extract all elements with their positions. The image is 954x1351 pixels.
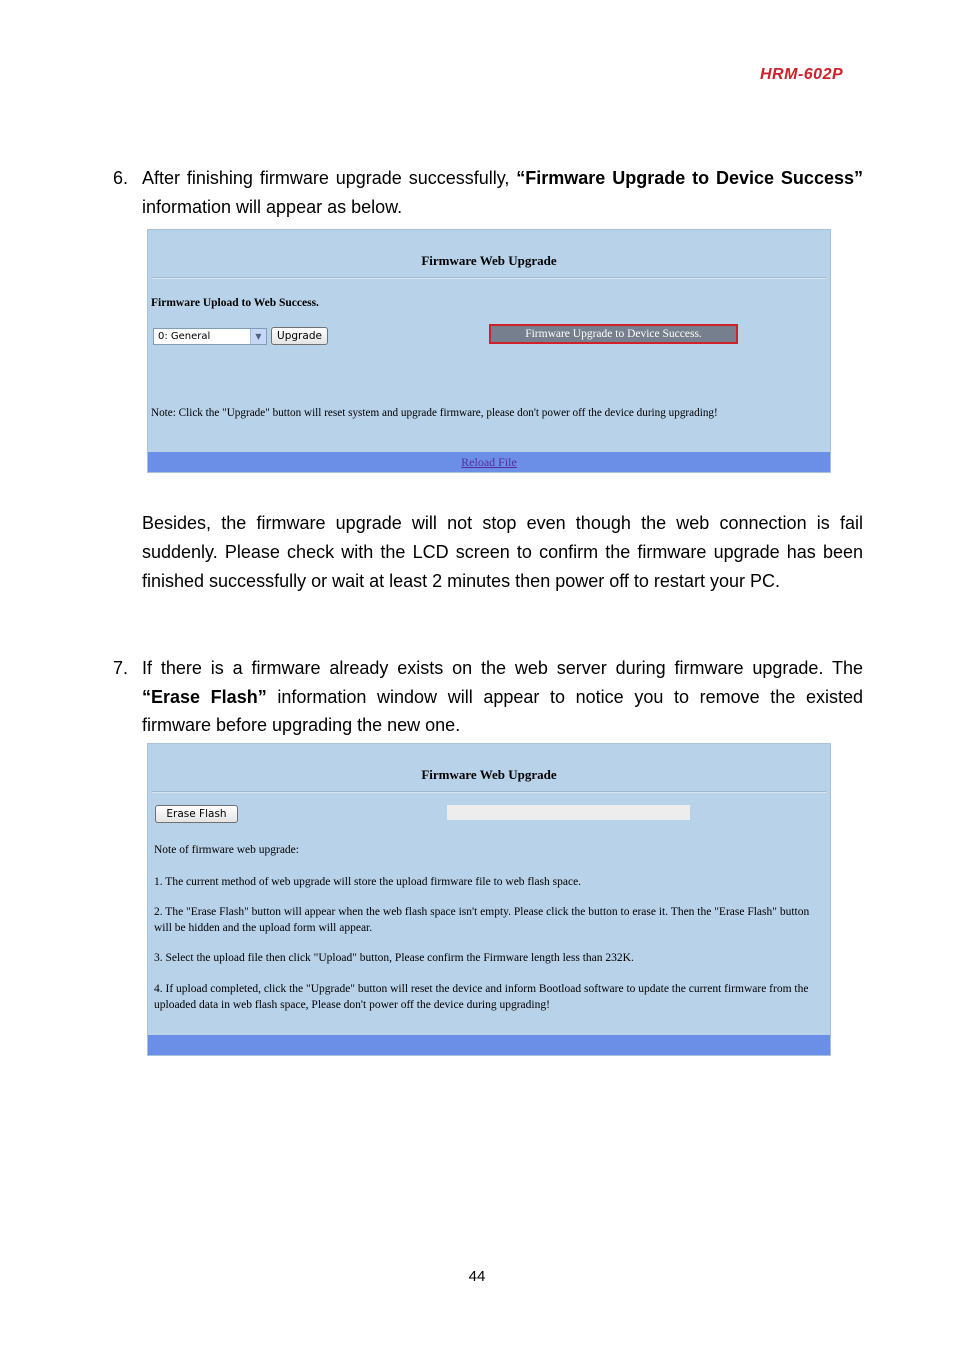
firmware-type-select[interactable] bbox=[153, 328, 267, 345]
besides-paragraph: Besides, the firmware upgrade will not stop even though the web connection is fail suddenly. Please check with the LCD screen to confirm the firmware upgrade has been finished successfully or wait at least 2 minutes then power off to restart your PC. bbox=[142, 513, 863, 591]
document-model-header: HRM-602P bbox=[760, 66, 844, 83]
reload-file-link[interactable]: Reload File bbox=[461, 455, 517, 469]
firmware-upgrade-success-screenshot bbox=[147, 229, 831, 473]
divider bbox=[152, 277, 826, 279]
bold-term: “Erase Flash” bbox=[142, 686, 267, 707]
step-6 bbox=[113, 164, 863, 221]
note-item: 1. The current method of web upgrade will store the upload firmware file to web flash space. bbox=[154, 876, 582, 888]
panel-footer bbox=[148, 452, 830, 472]
upgrade-success-status: Firmware Upgrade to Device Success. bbox=[489, 324, 738, 344]
panel-title: Firmware Web Upgrade bbox=[421, 253, 557, 268]
upload-status-text: Firmware Upload to Web Success. bbox=[151, 297, 319, 309]
note-heading: Note of firmware web upgrade: bbox=[154, 844, 299, 856]
step-7 bbox=[113, 654, 863, 740]
step-text: After finishing firmware upgrade successfully, “Firmware Upgrade to Device Success” information will appear as below. bbox=[142, 168, 863, 217]
note-item: 2. The "Erase Flash" button will appear when the web flash space isn't empty. Please click the button to erase it. Then the "Erase Flash" button will be hidden and the upload form will appear. bbox=[154, 906, 810, 934]
bold-term: “Firmware Upgrade to Device Success” bbox=[516, 168, 863, 188]
step-text: If there is a firmware already exists on the web server during firmware upgrade. The “Erase Flash” information window will appear to notice you to remove the existed firmware before upgrading the new one. bbox=[142, 658, 863, 735]
panel-title: Firmware Web Upgrade bbox=[421, 767, 557, 782]
divider bbox=[152, 791, 826, 793]
chevron-down-icon: ▼ bbox=[250, 329, 266, 344]
step-number: 6. bbox=[113, 168, 129, 188]
upgrade-note: Note: Click the "Upgrade" button will reset system and upgrade firmware, please don't power off the device during upgrading! bbox=[151, 407, 718, 419]
select-value: 0: General bbox=[158, 331, 211, 342]
erase-flash-screenshot bbox=[147, 743, 831, 1056]
step-number: 7. bbox=[113, 658, 129, 678]
panel-footer bbox=[148, 1035, 830, 1055]
note-item: 3. Select the upload file then click "Upload" button, Please confirm the Firmware length less than 232K. bbox=[154, 952, 634, 964]
upgrade-button[interactable]: Upgrade bbox=[271, 327, 328, 345]
erase-flash-button[interactable]: Erase Flash bbox=[155, 805, 238, 823]
upload-progress-field bbox=[447, 805, 690, 820]
page-number: 44 bbox=[468, 1268, 486, 1285]
note-item: 4. If upload completed, click the "Upgrade" button will reset the device and inform Bootload software to update the current firmware from the uploaded data in web flash space, Please don't power off the device during upgrading! bbox=[154, 983, 809, 1011]
